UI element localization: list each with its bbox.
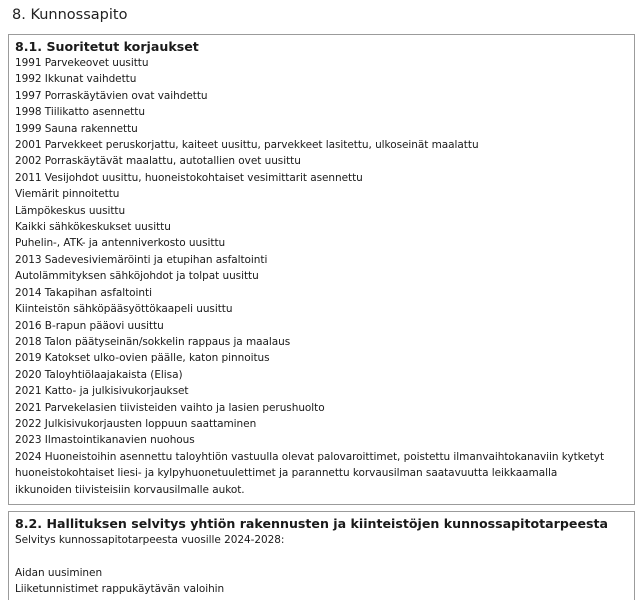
list-item: 2002 Porraskäytävät maalattu, autotallien ovet uusittu bbox=[15, 155, 301, 168]
list-item: huoneistokohtaiset liesi- ja kylpyhuonetuulettimet ja parannettu korvausilman saatavuutta leikkaamalla bbox=[15, 467, 558, 480]
list-item: Viemärit pinnoitettu bbox=[15, 188, 120, 201]
completed-repairs-list bbox=[15, 55, 634, 498]
maintenance-needs-title: 8.2. Hallituksen selvitys yhtiön rakennusten ja kiinteistöjen kunnossapitotarpeesta bbox=[15, 516, 609, 531]
list-item: 1997 Porraskäytävien ovat vaihdettu bbox=[15, 89, 208, 102]
list-item: 1991 Parvekeovet uusittu bbox=[15, 57, 149, 69]
list-item: Aidan uusiminen bbox=[15, 566, 103, 579]
maintenance-needs-list bbox=[15, 565, 634, 598]
list-item: Kiinteistön sähköpääsyöttökaapeli uusittu bbox=[15, 303, 233, 316]
maintenance-needs-intro: Selvitys kunnossapitotarpeesta vuosille 2024-2028: bbox=[15, 534, 285, 546]
list-item: 2019 Katokset ulko-ovien päälle, katon pinnoitus bbox=[15, 352, 270, 365]
list-item: 2020 Taloyhtiölaajakaista (Elisa) bbox=[15, 368, 183, 381]
list-item: 2013 Sadevesiviemäröinti ja etupihan asfaltointi bbox=[15, 253, 268, 266]
list-item: Puhelin-, ATK- ja antenniverkosto uusittu bbox=[15, 237, 226, 250]
completed-repairs-panel bbox=[8, 34, 635, 505]
list-item: 1999 Sauna rakennettu bbox=[15, 122, 138, 135]
maintenance-needs-panel bbox=[8, 511, 635, 600]
list-item: 1998 Tiilikatto asennettu bbox=[15, 106, 145, 119]
list-item: Autolämmityksen sähköjohdot ja tolpat uusittu bbox=[15, 270, 259, 283]
list-item: 2021 Katto- ja julkisivukorjaukset bbox=[15, 385, 189, 398]
list-item: 2001 Parvekkeet peruskorjattu, kaiteet uusittu, parvekkeet lasitettu, ulkoseinät maalattu bbox=[15, 139, 479, 152]
list-item: ikkunoiden tiivisteisiin korvausilmalle aukot. bbox=[15, 483, 245, 496]
list-item: Lämpökeskus uusittu bbox=[15, 204, 126, 217]
list-item: 2022 Julkisivukorjausten loppuun saattaminen bbox=[15, 417, 257, 430]
list-item: 1992 Ikkunat vaihdettu bbox=[15, 73, 137, 86]
list-item: 2023 Ilmastointikanavien nuohous bbox=[15, 434, 195, 447]
list-item: Kaikki sähkökeskukset uusittu bbox=[15, 221, 171, 234]
list-item: 2024 Huoneistoihin asennettu taloyhtiön vastuulla olevat palovaroittimet, poistettu ilmanvaihtokanaviin kytketyt bbox=[15, 450, 605, 463]
completed-repairs-title: 8.1. Suoritetut korjaukset bbox=[15, 39, 199, 54]
list-item: 2011 Vesijohdot uusittu, huoneistokohtaiset vesimittarit asennettu bbox=[15, 171, 363, 184]
list-item: 2016 B-rapun pääovi uusittu bbox=[15, 319, 164, 332]
list-item: Liiketunnistimet rappukäytävän valoihin bbox=[15, 583, 225, 596]
spacer bbox=[15, 548, 634, 564]
list-item: 2018 Talon päätyseinän/sokkelin rappaus ja maalaus bbox=[15, 335, 291, 348]
section-heading: 8. Kunnossapito bbox=[12, 7, 128, 23]
list-item: 2014 Takapihan asfaltointi bbox=[15, 286, 152, 299]
list-item: 2021 Parvekelasien tiivisteiden vaihto ja lasien perushuolto bbox=[15, 401, 325, 414]
